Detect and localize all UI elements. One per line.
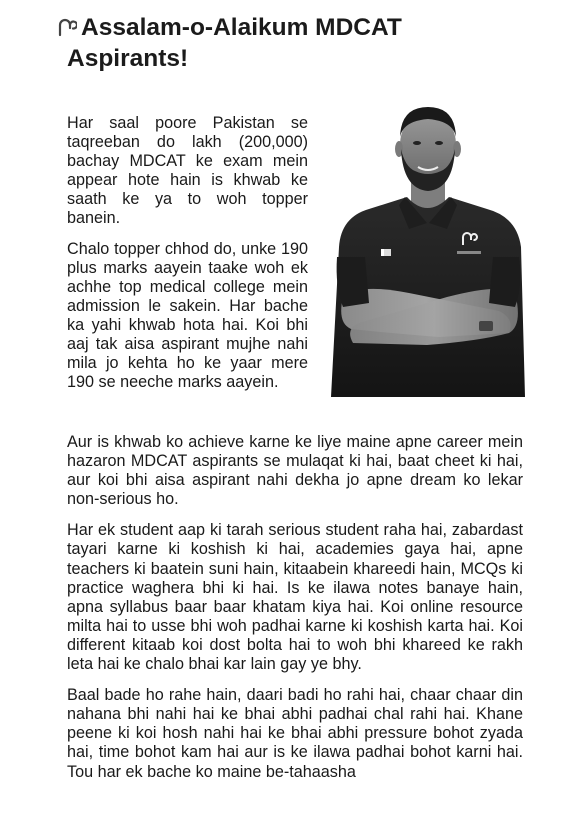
paragraph-1: Har saal poore Pakistan se taqreeban do lakh (200,000) bachay MDCAT ke exam mein appear hote hain is khwab ke saath ke ya to woh topper banein. [67,114,308,228]
main-text-column [67,433,523,794]
page-title-line-2: Aspirants! [67,45,189,72]
page-title-line-1: Assalam-o-Alaikum MDCAT [81,14,402,41]
brand-logo-icon [57,17,77,37]
paragraph-3: Aur is khwab ko achieve karne ke liye maine apne career mein hazaron MDCAT aspirants se mulaqat ki hai, baat cheet ki hai, aur koi bhi aisa aspirant nahi dekha jo apne dream ko lekar non-serious ho. [67,433,523,509]
intro-text-column [67,114,308,403]
paragraph-5: Baal bade ho rahe hain, daari badi ho rahi hai, chaar chaar din nahana bhi nahi hai ke bhai abhi padhai chal rahi hai. Khane peene ki koi hosh nahi hai ke bhai abhi pressure bohot zyada hai, time bohot kam hai aur is ke ilawa padhai bohot karni hai. Tou har ek bache ko maine be-tahaasha [67,686,523,781]
page-header [57,12,537,74]
author-portrait-photo [329,97,527,397]
paragraph-2: Chalo topper chhod do, unke 190 plus marks aayein taake woh ek achhe top medical college mein admission le sakein. Har bache ka yahi khwab hota hai. Koi bhi aaj tak aisa aspirant mujhe nahi mila jo kehta ho ke yaar mere 190 se neeche marks aayein. [67,239,308,392]
paragraph-4: Har ek student aap ki tarah serious student raha hai, zabardast tayari karne ki koshish ki hai, academies gaya hai, apne teachers ki baatein suni hain, kitaabein khareedi hain, MCQs ki practice waghera bhi ki hai. Is ke ilawa notes banaye hain, apna syllabus baar baar khatam kiya hai. Koi online resource milta hai to usse bhi woh padhai karne ki koshish karta hai. Koi different kitaab koi dost bolta hai to woh bhi khareed ke rakh leta hai ke chalo bhai kar lain gay ye bhy. [67,521,523,674]
page-title [57,12,537,74]
portrait-illustration-icon [329,97,527,397]
